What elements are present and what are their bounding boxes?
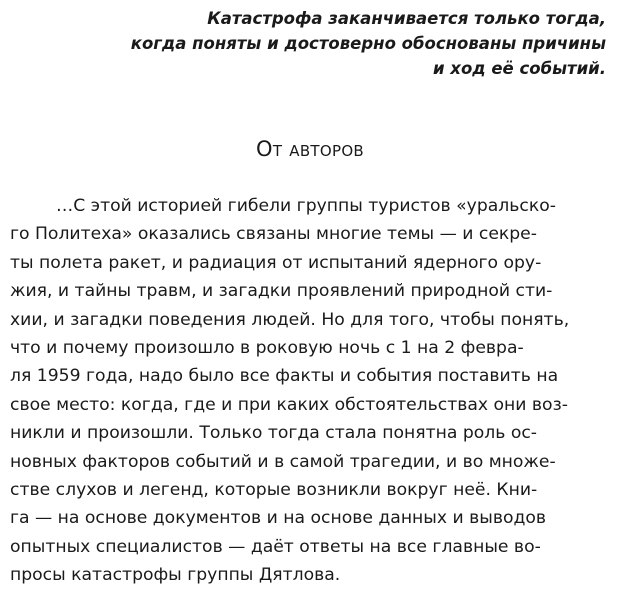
text-line: новных факторов событий и в самой трагедии, и во множе- — [10, 451, 556, 472]
text-line: га — на основе документов и на основе данных и выводов — [10, 508, 547, 529]
text-line: го Политеха» оказались связаны многие темы — и секре- — [10, 224, 537, 245]
text-line: стве слухов и легенд, которые возникли вокруг неё. Кни- — [10, 479, 538, 500]
text-line: что и почему произошло в роковую ночь с 1 на 2 февра- — [10, 337, 524, 358]
text-line: жия, и тайны травм, и загадки проявлений природной сти- — [10, 281, 553, 302]
epigraph-line: когда поняты и достоверно обоснованы причины — [130, 34, 606, 53]
text-line: просы катастрофы группы Дятлова. — [10, 565, 341, 586]
text-line: хии, и загадки поведения людей. Но для того, чтобы понять, — [10, 309, 570, 330]
body-paragraph — [10, 192, 610, 589]
epigraph-line: и ход её событий. — [433, 59, 606, 78]
epigraph-line: Катастрофа заканчивается только тогда, — [207, 9, 606, 28]
text-line: никли и произошли. Только тогда стала понятна роль ос- — [10, 423, 537, 444]
text-line: ля 1959 года, надо было все факты и события поставить на — [10, 366, 559, 387]
text-line: свое место: когда, где и при каких обстоятельствах они воз- — [10, 394, 568, 415]
section-title: От авторов — [255, 137, 365, 161]
text-line: …С этой историей гибели группы туристов «уральско- — [56, 196, 556, 216]
text-line: опытных специалистов — даёт ответы на все главные во- — [10, 536, 541, 557]
text-line: ты полета ракет, и радиация от испытаний ядерного ору- — [10, 252, 542, 273]
epigraph — [46, 6, 606, 81]
